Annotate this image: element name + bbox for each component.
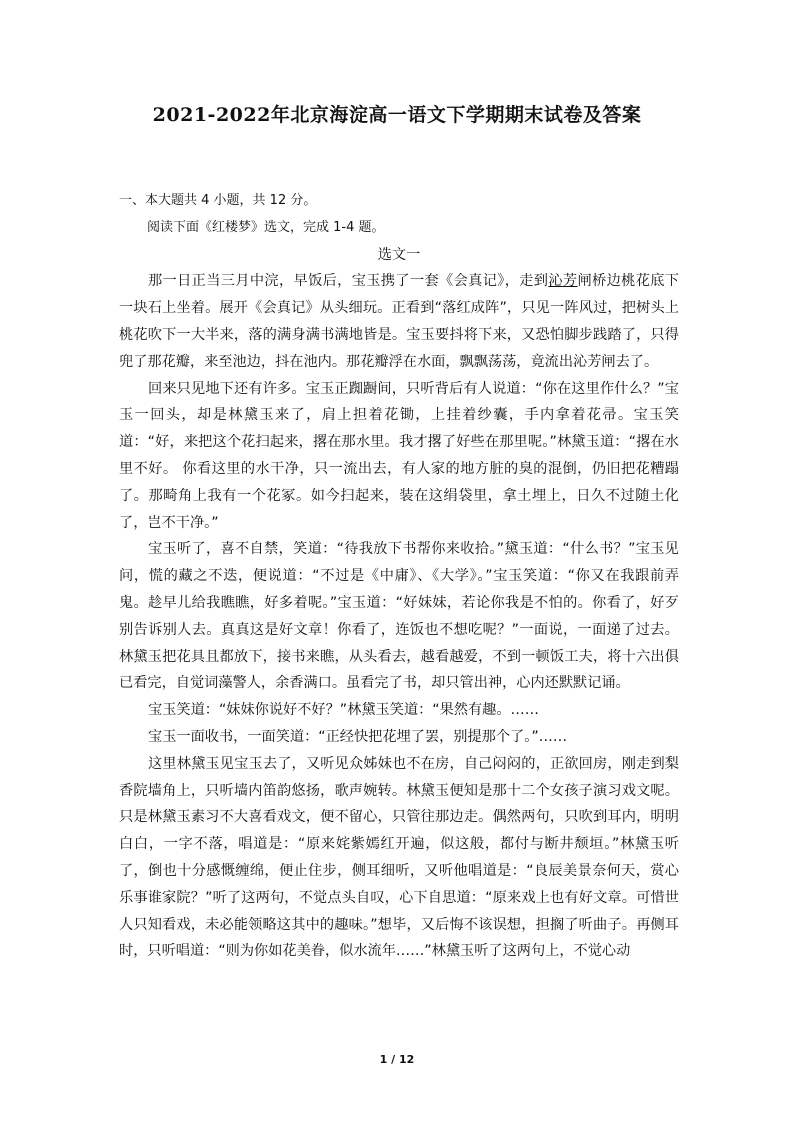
paragraph-3: 宝玉听了，喜不自禁，笑道：“待我放下书帮你来收拾。”黛玉道：“什么书？”宝玉见问，慌的藏之不迭，便说道：“不过是《中庸》、《大学》。”宝玉笑道：“你又在我跟前弄鬼。趁早儿给我瞧瞧，好多着呢。”宝玉道：“好妹妹，若论你我是不怕的。你看了，好歹别告诉别人去。真真这是好文章！你看了，连饭也不想吃呢？”一面说，一面递了过去。林黛玉把花具且都放下，接书来瞧，从头看去，越看越爱，不到一顿饭工夫，将十六出俱已看完，自觉词藻警人，余香满口。虽看完了书，却只管出神，心内还默默记诵。 xyxy=(119,541,679,692)
paragraph-5: 宝玉一面收书，一面笑道：“正经快把花埋了罢，别提那个了。”…… xyxy=(148,728,568,745)
paragraph-4: 宝玉笑道：“妹妹你说好不好？”林黛玉笑道：“果然有趣。…… xyxy=(148,702,539,719)
reading-instruction: 阅读下面《红楼梦》选文，完成 1-4 题。 xyxy=(147,219,385,235)
paragraph-1-text-start: 那一日正当三月中浣，早饭后，宝玉携了一套《会真记》，走到 xyxy=(148,273,549,290)
page-number: 1 / 12 xyxy=(379,1053,415,1066)
paragraph-2: 回来只见地下还有许多。宝玉正踟蹰间，只听背后有人说道：“你在这里作什么？”宝玉一回头，却是林黛玉来了，肩上担着花锄，上挂着纱囊，手内拿着花帚。宝玉笑道：“好，来把这个花扫起来，撂在那水里。我才撂了好些在那里呢。”林黛玉道：“撂在水里不好。 你看这里的水干净，只一流出去，有人家的地方脏的臭的混倒，仍旧把花糟蹋了。那畸角上我有一个花冢。如今扫起来，装在这绢袋里，拿土埋上，日久不过随土化了，岂不干净。” xyxy=(119,380,679,531)
document-body xyxy=(119,188,679,965)
paragraph-1 xyxy=(119,268,679,375)
underlined-place-name: 沁芳 xyxy=(548,273,578,290)
paragraph-1-text-end: 闸桥边桃花底下一块石上坐着。展开《会真记》从头细玩。正看到“落红成阵”，只见一阵风过，把树头上桃花吹下一大半来，落的满身满书满地皆是。宝玉要抖将下来，又恐怕脚步践踏了，只得兜了那花瓣，来至池边，抖在池内。那花瓣浮在水面，飘飘荡荡，竟流出沁芳闸去了。 xyxy=(119,273,679,370)
document-title: 2021-2022年北京海淀高一语文下学期期末试卷及答案 xyxy=(152,104,642,126)
section-heading: 一、本大题共 4 小题，共 12 分。 xyxy=(119,193,317,208)
excerpt-heading: 选文一 xyxy=(377,246,421,263)
paragraph-6: 这里林黛玉见宝玉去了，又听见众姊妹也不在房，自己闷闷的，正欲回房，刚走到梨香院墙角上，只听墙内笛韵悠扬，歌声婉转。林黛玉便知是那十二个女孩子演习戏文呢。只是林黛玉素习不大喜看戏文，便不留心，只管往那边走。偶然两句，只吹到耳内，明明白白，一字不落，唱道是：“原来姹紫嫣红开遍，似这般，都付与断井颓垣。”林黛玉听了，倒也十分感慨缠绵，便止住步，侧耳细听，又听他唱道是：“良辰美景奈何天，赏心乐事谁家院？”听了这两句，不觉点头自叹，心下自思道：“原来戏上也有好文章。可惜世人只知看戏，未必能领略这其中的趣味。”想毕，又后悔不该误想，担搁了听曲子。再侧耳时，只听唱道：“则为你如花美眷，似水流年……”林黛玉听了这两句上，不觉心动 xyxy=(119,755,679,960)
